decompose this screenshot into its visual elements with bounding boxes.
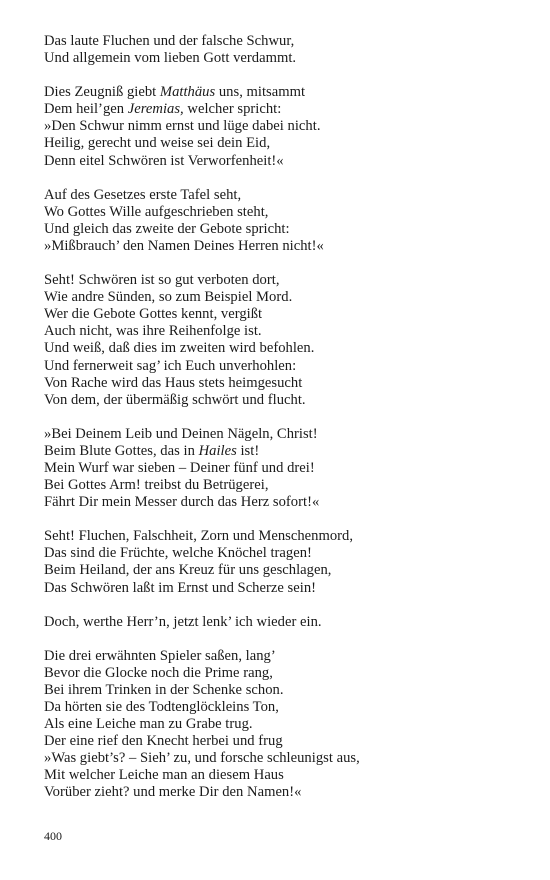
italic-text: Hailes bbox=[198, 442, 237, 459]
verse-line bbox=[44, 358, 514, 375]
stanza bbox=[44, 426, 514, 511]
text-segment: Fährt Dir mein Messer durch das Herz sofort!« bbox=[44, 494, 320, 511]
text-segment: Bevor die Glocke noch die Prime rang, bbox=[44, 664, 273, 681]
text-segment: Und gleich das zweite der Gebote spricht: bbox=[44, 220, 290, 237]
text-segment: Beim Heiland, der ans Kreuz für uns geschlagen, bbox=[44, 562, 332, 579]
text-segment: Mit welcher Leiche man an diesem Haus bbox=[44, 767, 284, 784]
text-segment: Denn eitel Schwören ist Verworfenheit!« bbox=[44, 152, 284, 169]
verse-line bbox=[44, 392, 514, 409]
verse-line bbox=[44, 477, 514, 494]
text-segment: »Was giebt’s? – Sieh’ zu, und forsche schleunigst aus, bbox=[44, 750, 360, 767]
verse-line bbox=[44, 272, 514, 289]
text-segment: welcher spricht: bbox=[183, 101, 282, 118]
text-segment: Wie andre Sünden, so zum Beispiel Mord. bbox=[44, 289, 293, 306]
text-segment: uns, mitsammt bbox=[215, 84, 306, 101]
verse-line bbox=[44, 221, 514, 238]
text-segment: Und allgemein vom lieben Gott verdammt. bbox=[44, 50, 297, 67]
verse-line bbox=[44, 84, 514, 101]
verse-line bbox=[44, 767, 514, 784]
verse-line bbox=[44, 33, 514, 50]
verse-line bbox=[44, 118, 514, 135]
text-segment: Dem heil’gen bbox=[44, 101, 128, 118]
verse-line bbox=[44, 545, 514, 562]
text-segment: Bei ihrem Trinken in der Schenke schon. bbox=[44, 681, 284, 698]
text-segment: Und weiß, daß dies im zweiten wird befohlen. bbox=[44, 340, 315, 357]
verse-line bbox=[44, 426, 514, 443]
text-segment: Von Rache wird das Haus stets heimgesucht bbox=[44, 374, 303, 391]
text-segment: Seht! Fluchen, Falschheit, Zorn und Menschenmord, bbox=[44, 528, 354, 545]
verse-line bbox=[44, 528, 514, 545]
text-segment: Doch, werthe Herr’n, jetzt lenk’ ich wieder ein. bbox=[44, 613, 322, 630]
verse-line bbox=[44, 699, 514, 716]
verse-line bbox=[44, 682, 514, 699]
verse-line bbox=[44, 204, 514, 221]
text-segment: Auch nicht, was ihre Reihenfolge ist. bbox=[44, 323, 262, 340]
page-number: 400 bbox=[44, 829, 62, 843]
verse-line bbox=[44, 289, 514, 306]
verse-line bbox=[44, 101, 514, 118]
stanza bbox=[44, 272, 514, 409]
italic-text: Jeremias, bbox=[127, 101, 184, 118]
verse-line bbox=[44, 50, 514, 67]
verse-line bbox=[44, 340, 514, 357]
verse-line bbox=[44, 153, 514, 170]
stanza bbox=[44, 33, 514, 67]
verse-line bbox=[44, 135, 514, 152]
verse-line bbox=[44, 614, 514, 631]
text-segment: Beim Blute Gottes, das in bbox=[44, 442, 199, 459]
stanza bbox=[44, 528, 514, 596]
verse-line bbox=[44, 375, 514, 392]
text-segment: »Mißbrauch’ den Namen Deines Herren nicht!« bbox=[44, 237, 324, 254]
verse-line bbox=[44, 443, 514, 460]
text-segment: Seht! Schwören ist so gut verboten dort, bbox=[44, 272, 280, 289]
text-segment: Die drei erwähnten Spieler saßen, lang’ bbox=[44, 647, 276, 664]
stanza bbox=[44, 614, 514, 631]
verse-line bbox=[44, 716, 514, 733]
text-segment: Wer die Gebote Gottes kennt, vergißt bbox=[44, 306, 263, 323]
text-segment: Auf des Gesetzes erste Tafel seht, bbox=[44, 186, 242, 203]
verse-line bbox=[44, 648, 514, 665]
verse-line bbox=[44, 238, 514, 255]
verse-line bbox=[44, 733, 514, 750]
text-segment: Das laute Fluchen und der falsche Schwur, bbox=[44, 33, 295, 49]
stanza bbox=[44, 187, 514, 255]
text-segment: Das Schwören laßt im Ernst und Scherze sein! bbox=[44, 579, 317, 596]
text-segment: Als eine Leiche man zu Grabe trug. bbox=[44, 716, 253, 733]
stanza bbox=[44, 84, 514, 169]
text-segment: »Bei Deinem Leib und Deinen Nägeln, Christ! bbox=[44, 425, 318, 442]
text-segment: Mein Wurf war sieben – Deiner fünf und drei! bbox=[44, 459, 315, 476]
verse-line bbox=[44, 562, 514, 579]
text-segment: Da hörten sie des Todtenglöckleins Ton, bbox=[44, 699, 279, 715]
text-segment: Dies Zeugniß giebt bbox=[44, 84, 160, 101]
stanza bbox=[44, 648, 514, 802]
verse-line bbox=[44, 306, 514, 323]
verse-line bbox=[44, 494, 514, 511]
text-segment: Bei Gottes Arm! treibst du Betrügerei, bbox=[44, 477, 269, 494]
verse-line bbox=[44, 784, 514, 801]
text-segment: Und fernerweit sag’ ich Euch unverhohlen: bbox=[44, 357, 297, 374]
text-segment: Von dem, der übermäßig schwört und flucht. bbox=[44, 391, 306, 408]
text-segment: Der eine rief den Knecht herbei und frug bbox=[44, 733, 283, 750]
italic-text: Matthäus bbox=[159, 84, 216, 101]
text-segment: »Den Schwur nimm ernst und lüge dabei nicht. bbox=[44, 118, 321, 135]
verse-line bbox=[44, 750, 514, 767]
poem-text bbox=[44, 33, 514, 819]
text-segment: ist! bbox=[236, 442, 260, 459]
verse-line bbox=[44, 580, 514, 597]
verse-line bbox=[44, 460, 514, 477]
text-segment: Vorüber zieht? und merke Dir den Namen!« bbox=[44, 784, 302, 801]
text-segment: Heilig, gerecht und weise sei dein Eid, bbox=[44, 135, 271, 152]
text-segment: Das sind die Früchte, welche Knöchel tragen! bbox=[44, 545, 312, 562]
verse-line bbox=[44, 665, 514, 682]
text-segment: Wo Gottes Wille aufgeschrieben steht, bbox=[44, 203, 269, 220]
verse-line bbox=[44, 187, 514, 204]
verse-line bbox=[44, 323, 514, 340]
